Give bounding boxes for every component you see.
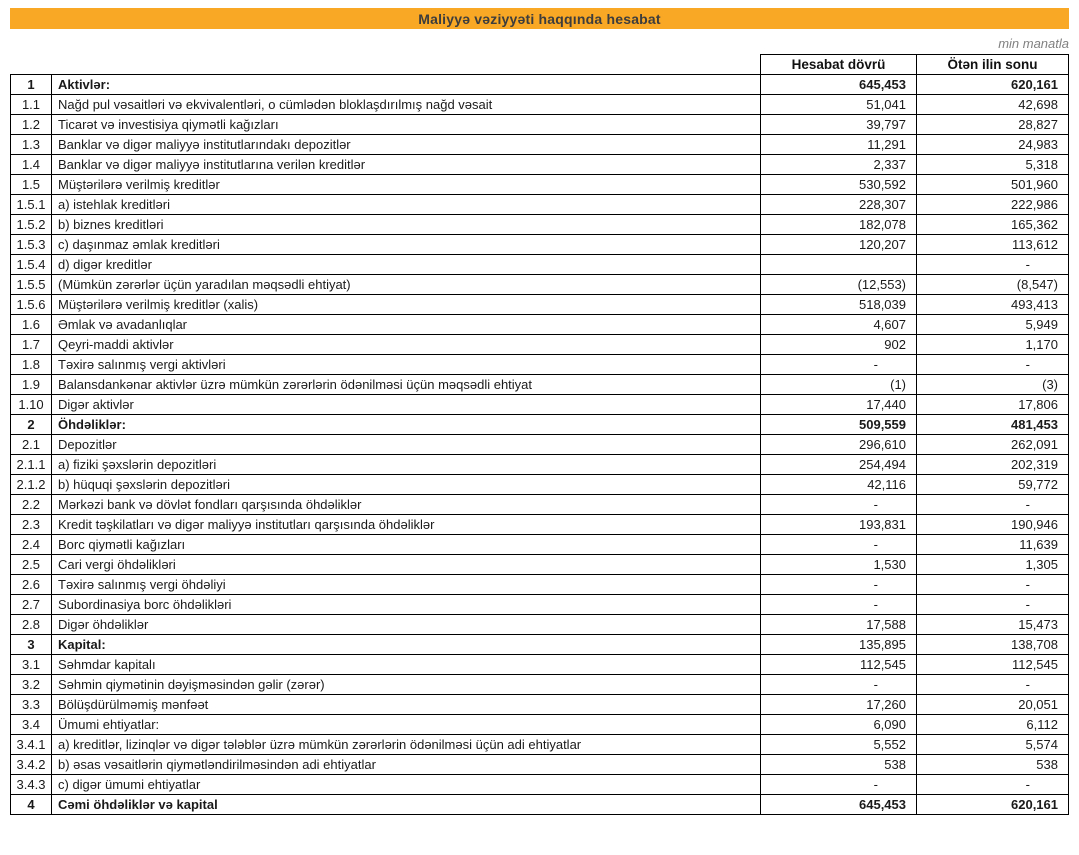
- table-row: [11, 415, 1069, 435]
- current-value-cell: 17,588: [761, 615, 917, 635]
- row-number-cell: 1.5.5: [11, 275, 52, 295]
- row-label-cell: b) hüquqi şəxslərin depozitləri: [52, 475, 761, 495]
- row-number-cell: 2.1.2: [11, 475, 52, 495]
- previous-value-cell: 17,806: [917, 395, 1069, 415]
- row-number-cell: 1.9: [11, 375, 52, 395]
- previous-value-cell: 59,772: [917, 475, 1069, 495]
- row-number-cell: 2.2: [11, 495, 52, 515]
- previous-value-cell: 620,161: [917, 75, 1069, 95]
- row-label-cell: Mərkəzi bank və dövlət fondları qarşısında öhdəliklər: [52, 495, 761, 515]
- table-row: [11, 595, 1069, 615]
- row-label-cell: Aktivlər:: [52, 75, 761, 95]
- row-number-cell: 1.5.6: [11, 295, 52, 315]
- current-value-cell: -: [761, 675, 917, 695]
- current-value-cell: 254,494: [761, 455, 917, 475]
- row-label-cell: Müştərilərə verilmiş kreditlər (xalis): [52, 295, 761, 315]
- previous-value-cell: -: [917, 675, 1069, 695]
- current-value-cell: 509,559: [761, 415, 917, 435]
- row-number-cell: 3.4.2: [11, 755, 52, 775]
- row-label-cell: Ticarət və investisiya qiymətli kağızları: [52, 115, 761, 135]
- previous-value-cell: 5,318: [917, 155, 1069, 175]
- table-row: [11, 555, 1069, 575]
- unit-note: min manatla: [998, 36, 1069, 51]
- column-header-row: [11, 55, 1069, 75]
- current-value-cell: -: [761, 575, 917, 595]
- table-row: [11, 75, 1069, 95]
- row-number-cell: 3.4.1: [11, 735, 52, 755]
- row-label-cell: Depozitlər: [52, 435, 761, 455]
- table-row: [11, 235, 1069, 255]
- previous-value-cell: 28,827: [917, 115, 1069, 135]
- row-number-cell: 2.8: [11, 615, 52, 635]
- current-value-cell: 518,039: [761, 295, 917, 315]
- table-row: [11, 395, 1069, 415]
- row-label-cell: Bölüşdürülməmiş mənfəət: [52, 695, 761, 715]
- current-value-cell: [761, 255, 917, 275]
- row-label-cell: Əmlak və avadanlıqlar: [52, 315, 761, 335]
- previous-value-cell: -: [917, 575, 1069, 595]
- table-row: [11, 495, 1069, 515]
- column-header-current-period: Hesabat dövrü: [761, 55, 917, 75]
- table-row: [11, 375, 1069, 395]
- previous-value-cell: 620,161: [917, 795, 1069, 815]
- row-number-cell: 2.1: [11, 435, 52, 455]
- row-label-cell: Subordinasiya borc öhdəlikləri: [52, 595, 761, 615]
- previous-value-cell: 15,473: [917, 615, 1069, 635]
- previous-value-cell: 20,051: [917, 695, 1069, 715]
- report-title: Maliyyə vəziyyəti haqqında hesabat: [418, 10, 661, 27]
- row-number-cell: 3.2: [11, 675, 52, 695]
- current-value-cell: 2,337: [761, 155, 917, 175]
- row-label-cell: a) fiziki şəxslərin depozitləri: [52, 455, 761, 475]
- row-number-cell: 2.3: [11, 515, 52, 535]
- row-label-cell: b) biznes kreditləri: [52, 215, 761, 235]
- header-spacer: [11, 55, 761, 75]
- table-row: [11, 175, 1069, 195]
- row-number-cell: 3.1: [11, 655, 52, 675]
- table-row: [11, 435, 1069, 455]
- previous-value-cell: (3): [917, 375, 1069, 395]
- current-value-cell: 11,291: [761, 135, 917, 155]
- current-value-cell: 193,831: [761, 515, 917, 535]
- row-label-cell: Müştərilərə verilmiş kreditlər: [52, 175, 761, 195]
- table-row: [11, 135, 1069, 155]
- row-label-cell: Cari vergi öhdəlikləri: [52, 555, 761, 575]
- current-value-cell: -: [761, 535, 917, 555]
- table-row: [11, 715, 1069, 735]
- row-label-cell: c) daşınmaz əmlak kreditləri: [52, 235, 761, 255]
- financial-statement-table: [10, 54, 1069, 815]
- row-number-cell: 1.1: [11, 95, 52, 115]
- previous-value-cell: 493,413: [917, 295, 1069, 315]
- row-number-cell: 1.5.3: [11, 235, 52, 255]
- table-row: [11, 615, 1069, 635]
- row-number-cell: 2: [11, 415, 52, 435]
- previous-value-cell: -: [917, 495, 1069, 515]
- current-value-cell: -: [761, 495, 917, 515]
- row-number-cell: 3: [11, 635, 52, 655]
- previous-value-cell: 24,983: [917, 135, 1069, 155]
- previous-value-cell: 5,574: [917, 735, 1069, 755]
- current-value-cell: 39,797: [761, 115, 917, 135]
- table-row: [11, 695, 1069, 715]
- report-title-bar: [10, 8, 1069, 29]
- previous-value-cell: 190,946: [917, 515, 1069, 535]
- row-label-cell: Digər aktivlər: [52, 395, 761, 415]
- previous-value-cell: 6,112: [917, 715, 1069, 735]
- row-label-cell: Səhmdar kapitalı: [52, 655, 761, 675]
- current-value-cell: 296,610: [761, 435, 917, 455]
- table-row: [11, 655, 1069, 675]
- row-label-cell: Nağd pul vəsaitləri və ekvivalentləri, o cümlədən bloklaşdırılmış nağd vəsait: [52, 95, 761, 115]
- table-row: [11, 635, 1069, 655]
- current-value-cell: 645,453: [761, 75, 917, 95]
- current-value-cell: 182,078: [761, 215, 917, 235]
- row-number-cell: 1.10: [11, 395, 52, 415]
- row-label-cell: Banklar və digər maliyyə institutlarındakı depozitlər: [52, 135, 761, 155]
- row-number-cell: 1.5.1: [11, 195, 52, 215]
- current-value-cell: -: [761, 355, 917, 375]
- previous-value-cell: 113,612: [917, 235, 1069, 255]
- row-number-cell: 2.5: [11, 555, 52, 575]
- row-number-cell: 3.4: [11, 715, 52, 735]
- row-label-cell: Borc qiymətli kağızları: [52, 535, 761, 555]
- current-value-cell: 228,307: [761, 195, 917, 215]
- table-row: [11, 455, 1069, 475]
- table-row: [11, 155, 1069, 175]
- table-row: [11, 295, 1069, 315]
- row-label-cell: Təxirə salınmış vergi aktivləri: [52, 355, 761, 375]
- row-number-cell: 1.2: [11, 115, 52, 135]
- current-value-cell: 17,260: [761, 695, 917, 715]
- previous-value-cell: 5,949: [917, 315, 1069, 335]
- row-label-cell: Təxirə salınmış vergi öhdəliyi: [52, 575, 761, 595]
- table-row: [11, 355, 1069, 375]
- table-row: [11, 675, 1069, 695]
- row-number-cell: 1.5.4: [11, 255, 52, 275]
- table-row: [11, 515, 1069, 535]
- row-label-cell: Səhmin qiymətinin dəyişməsindən gəlir (zərər): [52, 675, 761, 695]
- row-number-cell: 2.4: [11, 535, 52, 555]
- previous-value-cell: 538: [917, 755, 1069, 775]
- previous-value-cell: 481,453: [917, 415, 1069, 435]
- current-value-cell: 135,895: [761, 635, 917, 655]
- table-row: [11, 255, 1069, 275]
- table-row: [11, 755, 1069, 775]
- column-header-previous-year-end: Ötən ilin sonu: [917, 55, 1069, 75]
- row-label-cell: b) əsas vəsaitlərin qiymətləndirilməsindən adi ehtiyatlar: [52, 755, 761, 775]
- row-number-cell: 1.8: [11, 355, 52, 375]
- table-row: [11, 195, 1069, 215]
- table-row: [11, 795, 1069, 815]
- previous-value-cell: 222,986: [917, 195, 1069, 215]
- table-row: [11, 315, 1069, 335]
- row-label-cell: Ümumi ehtiyatlar:: [52, 715, 761, 735]
- row-number-cell: 1.7: [11, 335, 52, 355]
- table-row: [11, 775, 1069, 795]
- current-value-cell: (1): [761, 375, 917, 395]
- row-label-cell: Cəmi öhdəliklər və kapital: [52, 795, 761, 815]
- table-row: [11, 575, 1069, 595]
- previous-value-cell: -: [917, 595, 1069, 615]
- row-label-cell: Kredit təşkilatları və digər maliyyə institutları qarşısında öhdəliklər: [52, 515, 761, 535]
- previous-value-cell: (8,547): [917, 275, 1069, 295]
- table-row: [11, 215, 1069, 235]
- previous-value-cell: 202,319: [917, 455, 1069, 475]
- previous-value-cell: -: [917, 355, 1069, 375]
- previous-value-cell: -: [917, 255, 1069, 275]
- row-number-cell: 1.3: [11, 135, 52, 155]
- row-number-cell: 2.7: [11, 595, 52, 615]
- current-value-cell: 51,041: [761, 95, 917, 115]
- row-label-cell: c) digər ümumi ehtiyatlar: [52, 775, 761, 795]
- table-row: [11, 535, 1069, 555]
- previous-value-cell: -: [917, 775, 1069, 795]
- row-label-cell: Balansdankənar aktivlər üzrə mümkün zərərlərin ödənilməsi üçün məqsədli ehtiyat: [52, 375, 761, 395]
- current-value-cell: 530,592: [761, 175, 917, 195]
- current-value-cell: 4,607: [761, 315, 917, 335]
- row-number-cell: 1: [11, 75, 52, 95]
- current-value-cell: 6,090: [761, 715, 917, 735]
- previous-value-cell: 11,639: [917, 535, 1069, 555]
- row-number-cell: 2.6: [11, 575, 52, 595]
- row-number-cell: 2.1.1: [11, 455, 52, 475]
- current-value-cell: 17,440: [761, 395, 917, 415]
- previous-value-cell: 138,708: [917, 635, 1069, 655]
- current-value-cell: 5,552: [761, 735, 917, 755]
- row-label-cell: Digər öhdəliklər: [52, 615, 761, 635]
- table-row: [11, 475, 1069, 495]
- row-number-cell: 1.6: [11, 315, 52, 335]
- current-value-cell: 538: [761, 755, 917, 775]
- row-number-cell: 1.5.2: [11, 215, 52, 235]
- row-label-cell: Banklar və digər maliyyə institutlarına verilən kreditlər: [52, 155, 761, 175]
- row-number-cell: 3.4.3: [11, 775, 52, 795]
- row-label-cell: a) kreditlər, lizinqlər və digər tələblər üzrə mümkün zərərlərin ödənilməsi üçün adi ehtiyatlar: [52, 735, 761, 755]
- row-label-cell: d) digər kreditlər: [52, 255, 761, 275]
- current-value-cell: (12,553): [761, 275, 917, 295]
- previous-value-cell: 1,170: [917, 335, 1069, 355]
- current-value-cell: -: [761, 775, 917, 795]
- current-value-cell: 1,530: [761, 555, 917, 575]
- table-row: [11, 735, 1069, 755]
- row-number-cell: 3.3: [11, 695, 52, 715]
- row-label-cell: Kapital:: [52, 635, 761, 655]
- current-value-cell: 120,207: [761, 235, 917, 255]
- row-number-cell: 1.4: [11, 155, 52, 175]
- table-row: [11, 275, 1069, 295]
- current-value-cell: 112,545: [761, 655, 917, 675]
- previous-value-cell: 112,545: [917, 655, 1069, 675]
- row-label-cell: a) istehlak kreditləri: [52, 195, 761, 215]
- row-number-cell: 1.5: [11, 175, 52, 195]
- table-row: [11, 95, 1069, 115]
- row-label-cell: Qeyri-maddi aktivlər: [52, 335, 761, 355]
- row-label-cell: Öhdəliklər:: [52, 415, 761, 435]
- current-value-cell: 645,453: [761, 795, 917, 815]
- current-value-cell: -: [761, 595, 917, 615]
- current-value-cell: 902: [761, 335, 917, 355]
- row-number-cell: 4: [11, 795, 52, 815]
- row-label-cell: (Mümkün zərərlər üçün yaradılan məqsədli ehtiyat): [52, 275, 761, 295]
- previous-value-cell: 501,960: [917, 175, 1069, 195]
- previous-value-cell: 42,698: [917, 95, 1069, 115]
- current-value-cell: 42,116: [761, 475, 917, 495]
- previous-value-cell: 165,362: [917, 215, 1069, 235]
- previous-value-cell: 262,091: [917, 435, 1069, 455]
- table-row: [11, 335, 1069, 355]
- table-row: [11, 115, 1069, 135]
- previous-value-cell: 1,305: [917, 555, 1069, 575]
